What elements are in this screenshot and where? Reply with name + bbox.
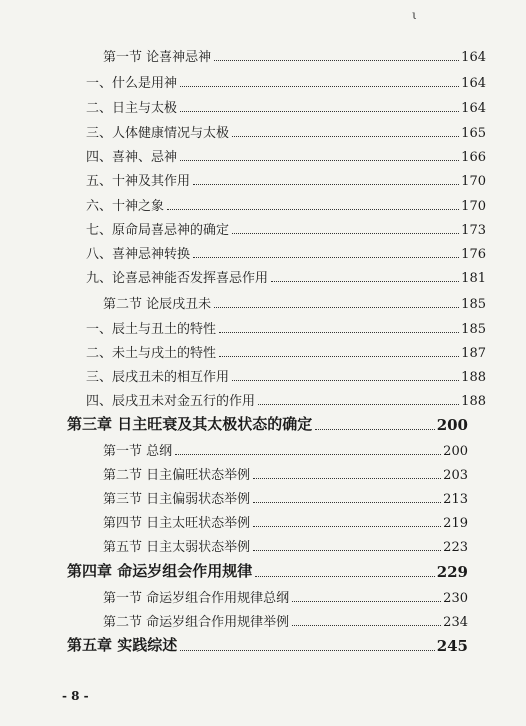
toc-entry-title: 第五章 实践综述 <box>67 636 178 654</box>
page-number-footer: - 8 - <box>62 689 89 703</box>
dot-leader <box>214 60 459 61</box>
dot-leader <box>292 601 441 602</box>
toc-entry-title: 第一节 命运岁组合作用规律总纲 <box>103 591 290 606</box>
toc-entry-page: 230 <box>443 591 468 606</box>
dot-leader <box>232 380 459 381</box>
dot-leader <box>253 478 441 479</box>
toc-entry-section <box>0 536 526 555</box>
toc-entry-section <box>0 488 526 507</box>
toc-entry-page: 200 <box>443 444 468 459</box>
toc-entry-title: 第四章 命运岁组会作用规律 <box>67 562 253 580</box>
toc-entry-item <box>0 170 526 189</box>
dot-leader <box>253 502 441 503</box>
dot-leader <box>180 86 459 87</box>
toc-entry-page: 164 <box>461 76 486 91</box>
toc-entry-title: 第二节 日主偏旺状态举例 <box>103 468 251 483</box>
toc-entry-item <box>0 342 526 361</box>
toc-entry-page: 185 <box>461 322 486 337</box>
toc-entry-page: 223 <box>443 540 468 555</box>
toc-entry-item <box>0 146 526 165</box>
dot-leader <box>193 257 459 258</box>
dot-leader <box>232 233 459 234</box>
scan-speck: ι <box>412 8 417 22</box>
toc-entry-section <box>0 440 526 459</box>
toc-entry-page: 170 <box>461 199 486 214</box>
dot-leader <box>253 526 441 527</box>
toc-entry-page: 245 <box>436 637 468 655</box>
dot-leader <box>180 160 459 161</box>
toc-entry-page: 219 <box>443 516 468 531</box>
toc-entry-item <box>0 97 526 116</box>
toc-entry-section <box>0 464 526 483</box>
toc-entry-item <box>0 318 526 337</box>
toc-entry-title: 三、辰戌丑未的相互作用 <box>86 370 230 385</box>
dot-leader <box>214 307 459 308</box>
toc-entry-title: 五、十神及其作用 <box>86 174 191 189</box>
toc-entry-item <box>0 219 526 238</box>
toc-entry-chapter <box>0 634 526 655</box>
toc-entry-page: 164 <box>461 101 486 116</box>
dot-leader <box>175 454 441 455</box>
toc-entry-page: 176 <box>461 247 486 262</box>
dot-leader <box>232 136 459 137</box>
toc-entry-chapter <box>0 560 526 581</box>
toc-entry-page: 170 <box>461 174 486 189</box>
toc-entry-section <box>0 512 526 531</box>
toc-entry-title: 第四节 日主太旺状态举例 <box>103 516 251 531</box>
toc-entry-item <box>0 72 526 91</box>
dot-leader <box>180 650 434 651</box>
toc-entry-page: 181 <box>461 271 486 286</box>
toc-entry-page: 203 <box>443 468 468 483</box>
toc-entry-title: 第二节 论辰戌丑未 <box>103 297 212 312</box>
toc-entry-page: 164 <box>461 50 486 65</box>
toc-entry-title: 第三章 日主旺衰及其太极状态的确定 <box>67 415 313 433</box>
toc-entry-page: 187 <box>461 346 486 361</box>
dot-leader <box>167 209 459 210</box>
toc-entry-title: 第一节 总纲 <box>103 444 173 459</box>
toc-entry-item <box>0 267 526 286</box>
toc-entry-page: 166 <box>461 150 486 165</box>
toc-entry-page: 188 <box>461 370 486 385</box>
toc-entry-item <box>0 390 526 409</box>
toc-entry-section <box>0 587 526 606</box>
toc-entry-title: 七、原命局喜忌神的确定 <box>86 223 230 238</box>
dot-leader <box>292 625 441 626</box>
toc-entry-title: 二、未土与戌土的特性 <box>86 346 217 361</box>
dot-leader <box>315 429 434 430</box>
toc-entry-item <box>0 195 526 214</box>
dot-leader <box>219 332 459 333</box>
dot-leader <box>219 356 459 357</box>
toc-entry-page: 229 <box>436 563 468 581</box>
dot-leader <box>271 281 459 282</box>
toc-entry-page: 165 <box>461 126 486 141</box>
toc-entry-page: 188 <box>461 394 486 409</box>
toc-entry-title: 四、辰戌丑未对金五行的作用 <box>86 394 256 409</box>
toc-entry-page: 173 <box>461 223 486 238</box>
toc-entry-chapter <box>0 413 526 434</box>
toc-entry-title: 第一节 论喜神忌神 <box>103 50 212 65</box>
toc-entry-section <box>0 611 526 630</box>
dot-leader <box>255 576 434 577</box>
toc-entry-title: 九、论喜忌神能否发挥喜忌作用 <box>86 271 269 286</box>
toc-entry-page: 213 <box>443 492 468 507</box>
toc-entry-title: 一、什么是用神 <box>86 76 178 91</box>
toc-entry-page: 200 <box>436 416 468 434</box>
toc-entry-page: 234 <box>443 615 468 630</box>
toc-entry-title: 六、十神之象 <box>86 199 165 214</box>
toc-entry-item <box>0 243 526 262</box>
dot-leader <box>253 550 441 551</box>
toc-entry-section <box>0 46 526 65</box>
toc-entry-title: 三、人体健康情况与太极 <box>86 126 230 141</box>
dot-leader <box>258 404 459 405</box>
toc-entry-section <box>0 293 526 312</box>
dot-leader <box>193 184 459 185</box>
toc-entry-title: 第二节 命运岁组合作用规律举例 <box>103 615 290 630</box>
toc-entry-title: 第五节 日主太弱状态举例 <box>103 540 251 555</box>
toc-entry-item <box>0 122 526 141</box>
toc-entry-title: 第三节 日主偏弱状态举例 <box>103 492 251 507</box>
toc-entry-title: 八、喜神忌神转换 <box>86 247 191 262</box>
toc-entry-title: 四、喜神、忌神 <box>86 150 178 165</box>
toc-entry-page: 185 <box>461 297 486 312</box>
dot-leader <box>180 111 459 112</box>
toc-entry-title: 一、辰土与丑土的特性 <box>86 322 217 337</box>
toc-entry-title: 二、日主与太极 <box>86 101 178 116</box>
toc-entry-item <box>0 366 526 385</box>
